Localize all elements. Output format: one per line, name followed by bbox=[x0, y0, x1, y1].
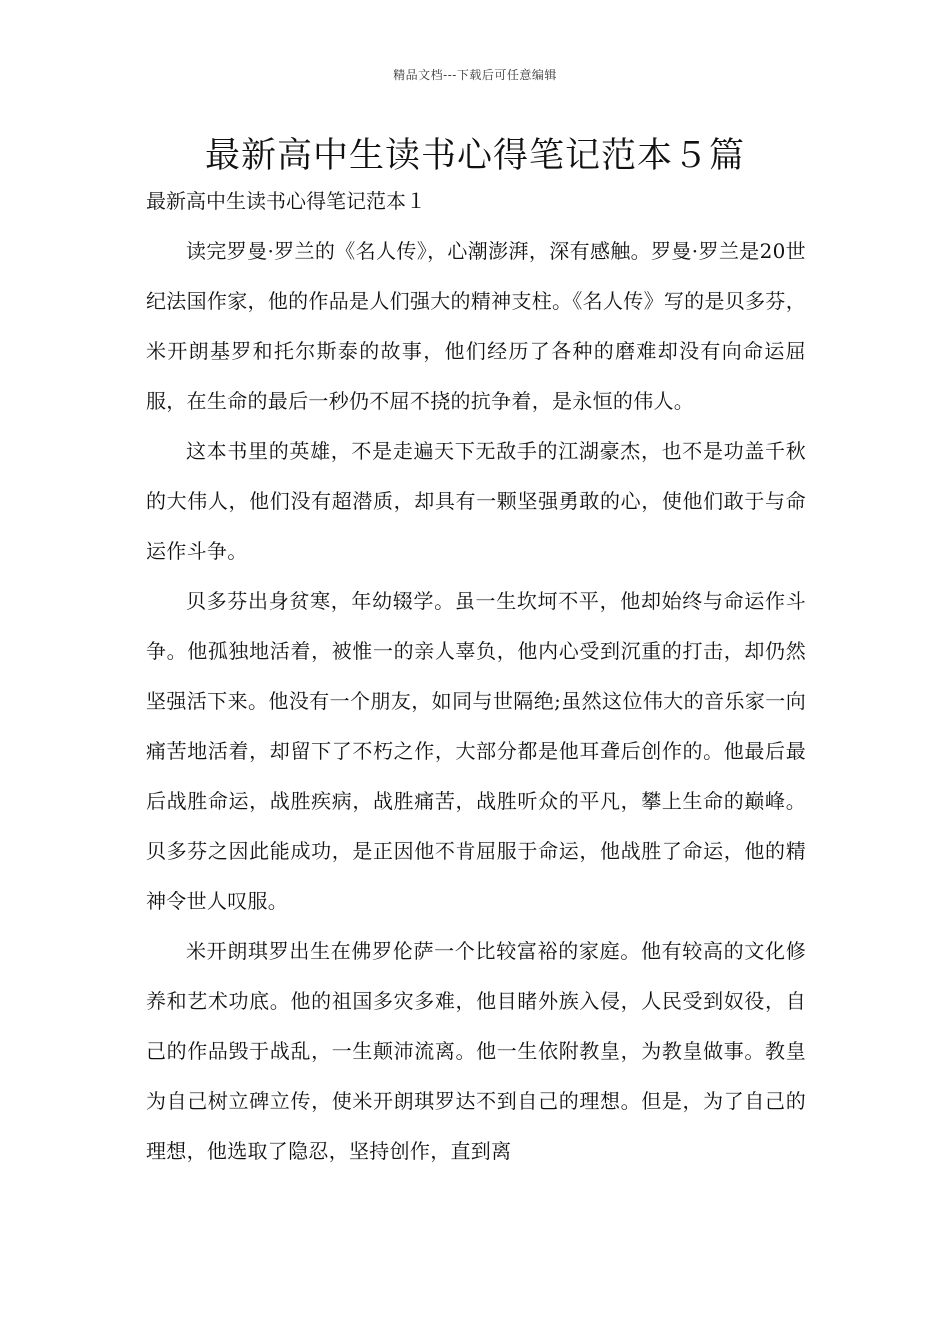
paragraph-1: 读完罗曼·罗兰的《名人传》，心潮澎湃，深有感触。罗曼·罗兰是20世纪法国作家，他的作品是人们强大的精神支柱。《名人传》写的是贝多芬，米开朗基罗和托尔斯泰的故事，他们经历了各种的磨难却没有向命运屈服，在生命的最后一秒仍不屈不挠的抗争着，是永恒的伟人。 bbox=[146, 239, 806, 413]
paragraph-3: 贝多芬出身贫寒，年幼辍学。虽一生坎坷不平，他却始终与命运作斗争。他孤独地活着，被惟一的亲人辜负，他内心受到沉重的打击，却仍然坚强活下来。他没有一个朋友，如同与世隔绝;虽然这位伟大的音乐家一向痛苦地活着，却留下了不朽之作，大部分都是他耳聋后创作的。他最后最后战胜命运，战胜疾病，战胜痛苦，战胜听众的平凡，攀上生命的巅峰。贝多芬之因此能成功，是正因他不肯屈服于命运，他战胜了命运，他的精神令世人叹服。 bbox=[146, 589, 806, 913]
paragraph-4: 米开朗琪罗出生在佛罗伦萨一个比较富裕的家庭。他有较高的文化修养和艺术功底。他的祖国多灾多难，他目睹外族入侵，人民受到奴役，自己的作品毁于战乱，一生颠沛流离。他一生依附教皇，为教皇做事。教皇为自己树立碑立传，使米开朗琪罗达不到自己的理想。但是，为了自己的理想，他选取了隐忍，坚持创作，直到离 bbox=[146, 939, 806, 1163]
page-header: 精品文档---下载后可任意编辑 bbox=[393, 68, 557, 82]
document-body bbox=[146, 226, 806, 1176]
section-heading: 最新高中生读书心得笔记范本１ bbox=[146, 189, 426, 213]
document-title: 最新高中生读书心得笔记范本５篇 bbox=[204, 136, 745, 176]
paragraph-2: 这本书里的英雄，不是走遍天下无敌手的江湖豪杰，也不是功盖千秋的大伟人，他们没有超潜质，却具有一颗坚强勇敢的心，使他们敢于与命运作斗争。 bbox=[146, 439, 806, 563]
